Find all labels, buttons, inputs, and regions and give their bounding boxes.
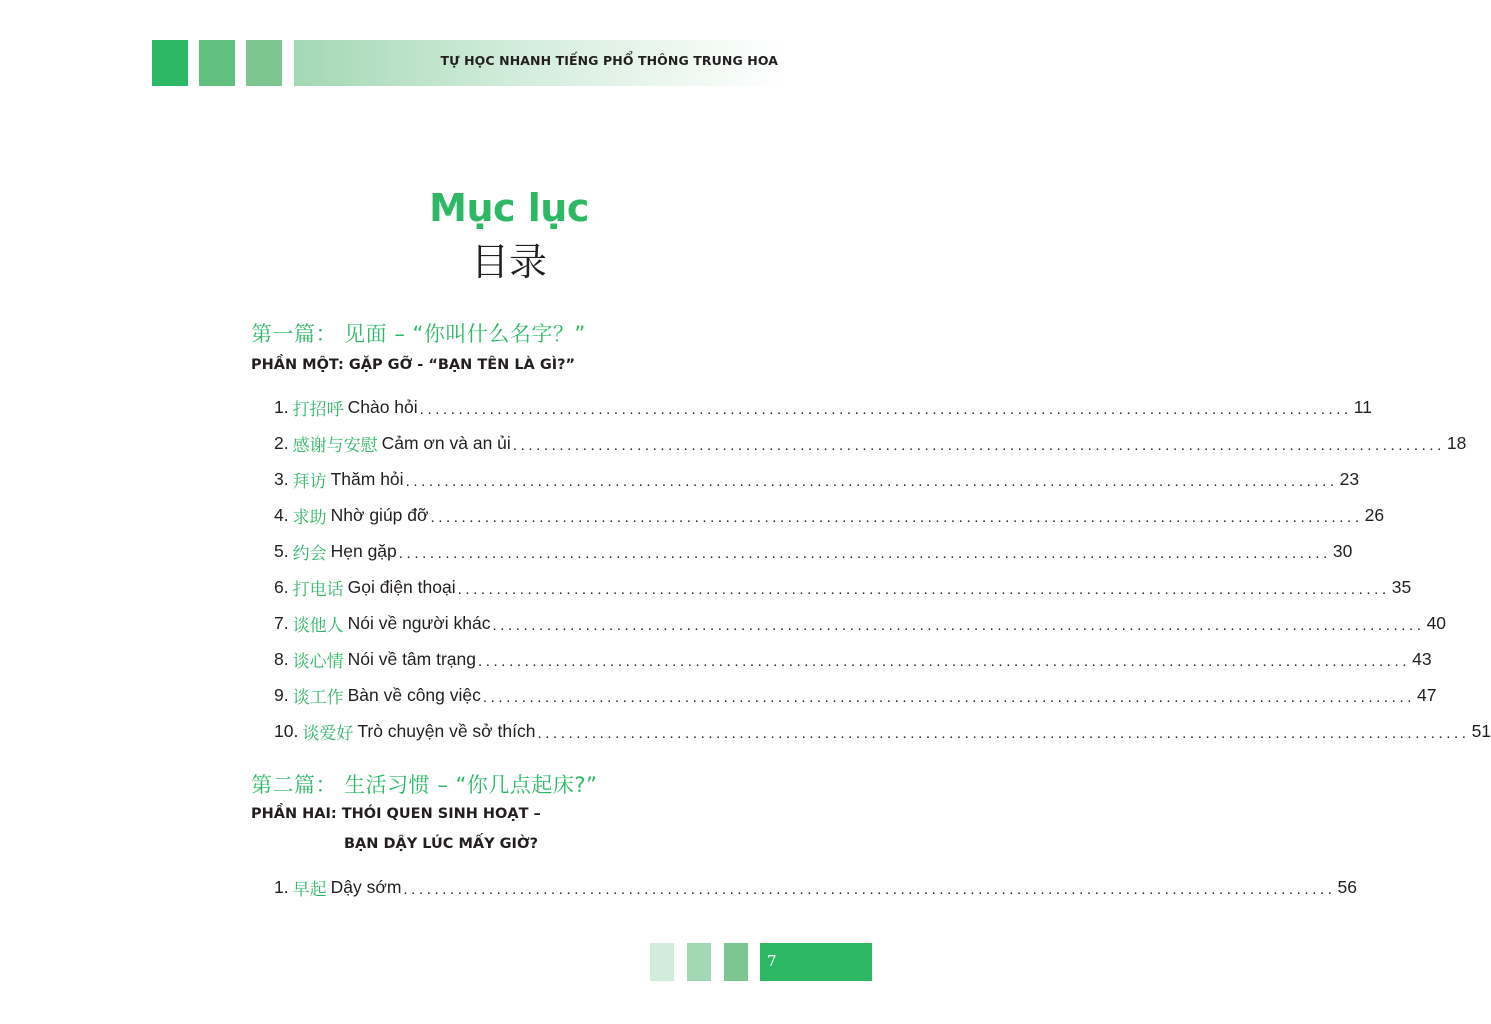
toc-entry-title: Trò chuyện về sở thích [357, 720, 536, 741]
page-number: 7 [767, 952, 777, 970]
footer-square-3 [724, 943, 748, 981]
toc-entry-title: Thăm hỏi [330, 468, 404, 489]
header-square-1 [152, 40, 188, 86]
toc-entry-number: 1. [274, 876, 289, 897]
toc-entry-number: 7. [274, 612, 289, 633]
toc-entry-page: 26 [1364, 504, 1385, 525]
toc-entry[interactable] [274, 873, 1357, 901]
toc-entry-chinese: 谈他人 [292, 615, 344, 636]
toc-entry-chinese: 早起 [292, 879, 327, 900]
toc-entry-chinese: 感谢与安慰 [292, 435, 378, 456]
footer-square-2 [687, 943, 711, 981]
toc-dot-leader: ........................................................................................................................ [430, 509, 1363, 526]
toc-entry-number: 2. [274, 432, 289, 453]
header-square-3 [246, 40, 282, 86]
toc-entry-chinese: 约会 [292, 543, 327, 564]
toc-entry-number: 9. [274, 684, 289, 705]
running-header-title: TỰ HỌC NHANH TIẾNG PHỔ THÔNG TRUNG HOA [440, 53, 778, 68]
toc-dot-leader: ........................................................................................................................ [398, 545, 1331, 562]
toc-entry-number: 6. [274, 576, 289, 597]
toc-dot-leader: ........................................................................................................................ [537, 725, 1470, 742]
toc-entry-title: Chào hỏi [347, 396, 418, 417]
toc-dot-leader: ........................................................................................................................ [457, 581, 1390, 598]
toc-entry-page: 47 [1417, 684, 1437, 705]
part1-heading-chinese: 第一篇： 见面 – “你叫什么名字？” [251, 322, 586, 346]
toc-entry-page: 30 [1332, 540, 1353, 561]
toc-entry-page: 23 [1339, 468, 1360, 489]
toc-entry[interactable] [274, 537, 1353, 565]
part2-heading-vietnamese-line1: PHẦN HAI: THÓI QUEN SINH HOẠT – [251, 806, 541, 822]
toc-entry[interactable] [274, 681, 1437, 709]
part1-heading-vietnamese: PHẦN MỘT: GẶP GỠ - “BẠN TÊN LÀ GÌ?” [251, 357, 576, 373]
toc-entry-number: 3. [274, 468, 289, 489]
footer-square-1 [650, 943, 674, 981]
toc-entry-chinese: 谈心情 [292, 651, 344, 672]
toc-entry-chinese: 谈工作 [292, 687, 344, 708]
toc-entry-title: Nói về tâm trạng [347, 648, 476, 669]
toc-entry-page: 51 [1471, 720, 1491, 741]
toc-entry-title: Nhờ giúp đỡ [330, 504, 429, 525]
header-square-2 [199, 40, 235, 86]
toc-entry-number: 5. [274, 540, 289, 561]
toc-entry-page: 43 [1412, 648, 1432, 669]
footer-band [760, 943, 872, 981]
toc-entry-title: Bàn về công việc [347, 684, 481, 705]
toc-dot-leader: ........................................................................................................................ [478, 653, 1411, 670]
toc-entry-chinese: 谈爱好 [302, 723, 354, 744]
toc-entry-title: Dậy sớm [330, 876, 402, 897]
toc-dot-leader: ........................................................................................................................ [512, 437, 1445, 454]
toc-entry-page: 56 [1337, 876, 1357, 897]
toc-entry-chinese: 打招呼 [292, 399, 344, 420]
page-title-vietnamese: Mục lục [429, 186, 589, 230]
toc-entry-number: 4. [274, 504, 289, 525]
toc-entry-title: Nói về người khác [347, 612, 491, 633]
toc-dot-leader: ........................................................................................................................ [492, 617, 1425, 634]
toc-entry-page: 11 [1353, 396, 1372, 417]
toc-entry[interactable] [274, 429, 1467, 457]
toc-entry-number: 10. [274, 720, 299, 741]
toc-entry[interactable] [274, 717, 1491, 745]
toc-dot-leader: ........................................................................................................................ [403, 881, 1336, 898]
page-title-chinese: 目录 [470, 240, 547, 284]
toc-entry-chinese: 打电话 [292, 579, 344, 600]
toc-dot-leader: ........................................................................................................................ [405, 473, 1338, 490]
toc-entry[interactable] [274, 393, 1372, 421]
toc-entry-title: Cảm ơn và an ủi [381, 432, 511, 453]
toc-entry-title: Gọi điện thoại [347, 576, 456, 597]
toc-entry-number: 1. [274, 396, 289, 417]
toc-entry[interactable] [274, 609, 1447, 637]
toc-entry-chinese: 求助 [292, 507, 327, 528]
toc-entry[interactable] [274, 645, 1432, 673]
toc-entry-number: 8. [274, 648, 289, 669]
toc-entry-chinese: 拜访 [292, 471, 327, 492]
toc-entry-page: 35 [1391, 576, 1412, 597]
part2-heading-vietnamese-line2: BẠN DẬY LÚC MẤY GIỜ? [344, 836, 539, 852]
toc-entry-title: Hẹn gặp [330, 540, 397, 561]
toc-entry[interactable] [274, 573, 1412, 601]
toc-dot-leader: ........................................................................................................................ [482, 689, 1415, 706]
part2-heading-chinese: 第二篇： 生活习惯 – “你几点起床?” [251, 773, 598, 797]
toc-entry[interactable] [274, 465, 1360, 493]
toc-entry-page: 40 [1426, 612, 1447, 633]
toc-entry[interactable] [274, 501, 1385, 529]
toc-dot-leader: ........................................................................................................................ [419, 401, 1352, 418]
toc-entry-page: 18 [1446, 432, 1467, 453]
